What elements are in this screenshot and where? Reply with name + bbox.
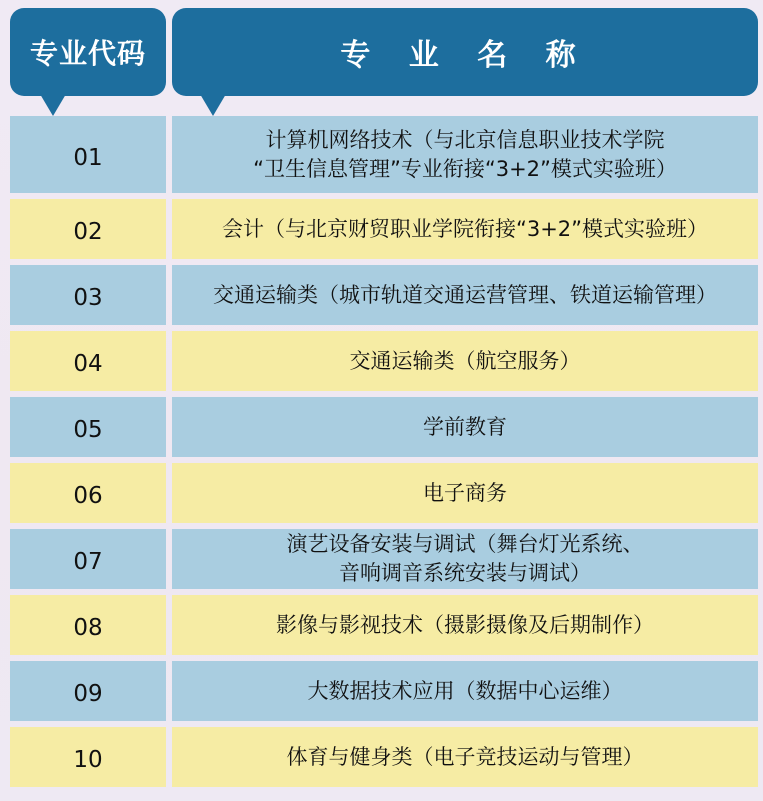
table-row (10, 595, 758, 655)
row-code: 09 (10, 661, 166, 721)
row-code: 08 (10, 595, 166, 655)
row-name (172, 331, 758, 391)
row-name-line: 交通运输类（航空服务） (349, 348, 581, 373)
row-name (172, 661, 758, 721)
row-name-line: 影像与影视技术（摄影摄像及后期制作） (276, 612, 654, 637)
header-name (172, 8, 758, 96)
row-code: 04 (10, 331, 166, 391)
header-code-label: 专业代码 (29, 37, 146, 70)
header-code (10, 8, 166, 96)
table-row (10, 463, 758, 523)
row-code: 10 (10, 727, 166, 787)
row-name-line: 体育与健身类（电子竞技运动与管理） (286, 744, 644, 769)
row-code: 01 (10, 116, 166, 193)
table-row (10, 265, 758, 325)
row-name (172, 116, 758, 193)
row-name (172, 199, 758, 259)
row-name-line: 大数据技术应用（数据中心运维） (307, 678, 623, 703)
header-name-label: 专 业 名 称 (340, 38, 590, 73)
table-row (10, 116, 758, 193)
major-table (10, 116, 758, 793)
row-name-line: 音响调音系统安装与调试） (339, 561, 591, 585)
header-name-tail (200, 94, 226, 116)
table-row (10, 661, 758, 721)
row-code: 05 (10, 397, 166, 457)
row-name (172, 727, 758, 787)
row-name-line: 演艺设备安装与调试（舞台灯光系统、 (286, 532, 644, 556)
row-name-line: 电子商务 (423, 480, 507, 505)
row-name (172, 265, 758, 325)
table-row (10, 727, 758, 787)
row-name (172, 595, 758, 655)
table-row (10, 397, 758, 457)
row-name (172, 397, 758, 457)
row-code: 03 (10, 265, 166, 325)
row-code: 02 (10, 199, 166, 259)
row-name (172, 463, 758, 523)
row-code: 06 (10, 463, 166, 523)
row-name (172, 529, 758, 589)
table-row (10, 529, 758, 589)
table-row (10, 199, 758, 259)
row-name-line: 会计（与北京财贸职业学院衔接“3+2”模式实验班） (221, 216, 709, 241)
row-code: 07 (10, 529, 166, 589)
table-row (10, 331, 758, 391)
header-code-tail (40, 94, 66, 116)
row-name-line: 交通运输类（城市轨道交通运营管理、铁道运输管理） (213, 282, 717, 307)
row-name-line: 学前教育 (423, 414, 507, 439)
row-name-line: 计算机网络技术（与北京信息职业技术学院 (265, 127, 665, 152)
row-name-line: “卫生信息管理”专业衔接“3+2”模式实验班） (253, 156, 677, 181)
